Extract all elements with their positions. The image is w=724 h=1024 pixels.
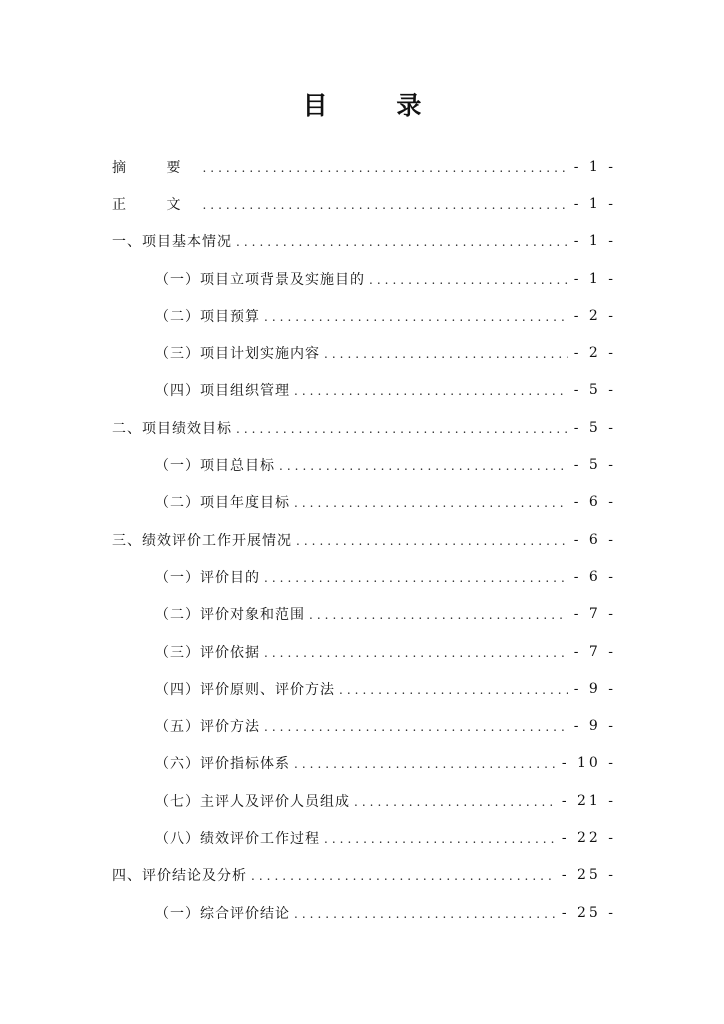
toc-entry-subsection[interactable] [112,558,616,595]
toc-entry-subsection[interactable] [112,297,616,334]
toc-entry-label: 四、评价结论及分析 [112,868,247,885]
toc-leader-dots [369,273,568,287]
toc-page-number: - 1 - [573,233,616,250]
toc-entry-subsection[interactable] [112,446,616,483]
toc-entry-label: （一）综合评价结论 [155,905,290,922]
toc-page-number: - 6 - [573,531,616,548]
toc-page-number: - 9 - [573,718,616,735]
toc-entry-subsection[interactable] [112,484,616,521]
toc-page-number: - 5 - [573,382,616,399]
toc-entry-subsection[interactable] [112,707,616,744]
toc-leader-dots [202,198,567,212]
toc-entry-label: （一）评价目的 [155,569,260,586]
toc-entry-subsection[interactable] [112,670,616,707]
toc-page-number: - 1 - [573,270,616,287]
toc-entry-subsection[interactable] [112,372,616,409]
toc-entry-label: （四）评价原则、评价方法 [155,681,335,698]
toc-entry-label: （二）项目年度目标 [155,495,290,512]
toc-page-number: - 10 - [561,755,616,772]
toc-leader-dots [236,235,568,249]
toc-page-number: - 1 - [573,195,616,212]
toc-entry-label: （四）项目组织管理 [155,383,290,400]
toc-entry-label: （五）评价方法 [155,719,260,736]
toc-leader-dots [324,832,556,846]
toc-leader-dots [264,310,568,324]
toc-entry-section-3[interactable] [112,521,616,558]
toc-page-number: - 25 - [561,904,616,921]
toc-page-number: - 7 - [573,606,616,623]
toc-entry-subsection[interactable] [112,596,616,633]
toc-leader-dots [264,720,568,734]
toc-page-number: - 9 - [573,680,616,697]
toc-entry-label: （一）项目立项背景及实施目的 [155,271,365,288]
toc-entry-label: 一、项目基本情况 [112,234,232,251]
toc-entry-section-2[interactable] [112,409,616,446]
toc-entry-label: （七）主评人及评价人员组成 [155,793,350,810]
toc-leader-dots [296,534,568,548]
toc-page-number: - 22 - [561,829,616,846]
toc-title: 目 录 [302,91,452,120]
toc-leader-dots [236,422,568,436]
toc-leader-dots [324,347,568,361]
toc-leader-dots [264,571,568,585]
toc-entry-label: （三）评价依据 [155,644,260,661]
toc-page-number: - 2 - [573,307,616,324]
toc-leader-dots [294,757,556,771]
toc-page-number: - 6 - [573,568,616,585]
toc-leader-dots [294,907,556,921]
toc-entry-section-4[interactable] [112,857,616,894]
toc-page-number: - 5 - [573,419,616,436]
toc-entry-label: 二、项目绩效目标 [112,420,232,437]
toc-entry-subsection[interactable] [112,782,616,819]
toc-leader-dots [279,459,568,473]
toc-entry-subsection[interactable] [112,819,616,856]
toc-leader-dots [309,608,568,622]
toc-entry-label: （六）评价指标体系 [155,756,290,773]
toc-leader-dots [354,795,556,809]
toc-entry-label: （一）项目总目标 [155,458,275,475]
toc-entry-main-text[interactable] [112,185,616,222]
toc-entry-label: （三）项目计划实施内容 [155,346,320,363]
toc-page-number: - 25 - [561,867,616,884]
toc-entry-label: 三、绩效评价工作开展情况 [112,532,292,549]
toc-entry-label: （二）项目预算 [155,308,260,325]
toc-leader-dots [202,161,567,175]
toc-entry-subsection[interactable] [112,334,616,371]
toc-entry-section-1[interactable] [112,223,616,260]
toc-page-number: - 6 - [573,494,616,511]
toc-leader-dots [264,646,568,660]
toc-entry-label: 摘 要 [112,159,199,176]
toc-entry-abstract[interactable] [112,148,616,185]
toc-entry-label: （二）评价对象和范围 [155,607,305,624]
toc-page-number: - 5 - [573,457,616,474]
toc-page-number: - 2 - [573,345,616,362]
toc-entry-label: （八）绩效评价工作过程 [155,830,320,847]
toc-page-number: - 21 - [561,792,616,809]
toc-page-number: - 1 - [573,158,616,175]
toc-leader-dots [339,683,568,697]
toc-leader-dots [294,496,568,510]
toc-entry-subsection[interactable] [112,633,616,670]
toc-leader-dots [294,384,568,398]
toc-leader-dots [251,869,556,883]
toc-entry-subsection[interactable] [112,894,616,931]
toc-entry-subsection[interactable] [112,745,616,782]
toc-entry-label: 正 文 [112,196,199,213]
toc-list [112,148,616,931]
toc-entry-subsection[interactable] [112,260,616,297]
toc-page-number: - 7 - [573,643,616,660]
